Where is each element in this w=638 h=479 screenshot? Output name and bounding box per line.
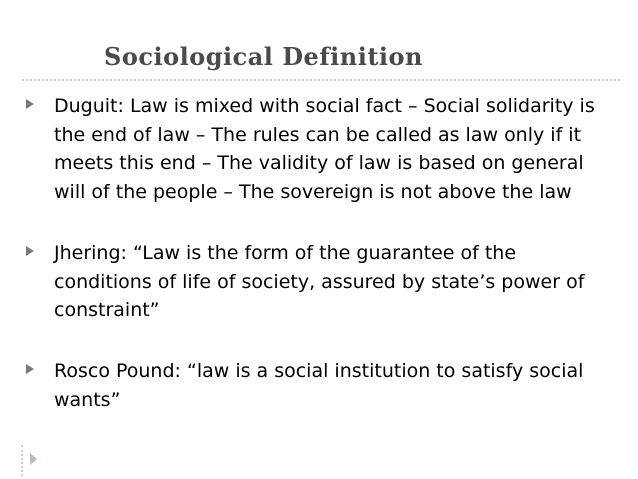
bullet-text: Rosco Pound: “law is a social institution to satisfy social wants”	[54, 360, 584, 411]
bullet-item-rosco-pound	[22, 357, 612, 414]
bullet-item-duguit	[22, 92, 612, 206]
bullet-triangle-icon	[26, 364, 34, 374]
slide-title: Sociological Definition	[104, 42, 423, 71]
footer-divider	[21, 445, 23, 476]
bullet-text: Jhering: “Law is the form of the guarantee of the conditions of life of society, assured by state’s power of constraint”	[54, 242, 585, 321]
bullet-item-jhering	[22, 239, 612, 325]
bullet-triangle-icon	[26, 246, 34, 256]
bullet-text: Duguit: Law is mixed with social fact – Social solidarity is the end of law – The rules can be called as law only if it meets this end – The validity of law is based on general will of the people – The sovereign is not above the law	[54, 95, 595, 203]
footer-triangle-icon	[30, 453, 37, 465]
title-divider	[22, 79, 620, 81]
bullet-triangle-icon	[26, 99, 34, 109]
